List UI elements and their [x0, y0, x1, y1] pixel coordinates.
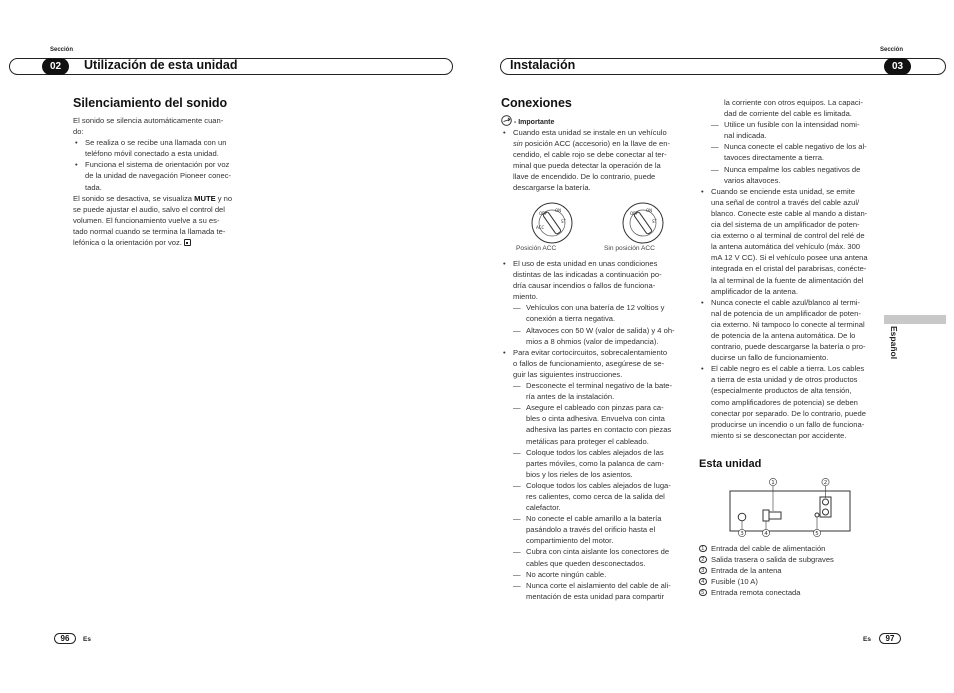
column-1-bottom [501, 258, 686, 602]
dash-mark: — [513, 569, 521, 579]
svg-text:ON: ON [555, 208, 562, 213]
section-number-left: 02 [42, 58, 69, 75]
intro-line: do: [73, 127, 84, 137]
dash-mark: — [513, 303, 521, 313]
dash-item-cont: bles o cinta adhesiva. Envuelva con cinta [526, 414, 665, 424]
page-number-right: 97 [879, 633, 901, 644]
left-body [73, 115, 258, 248]
bullet-item-cont: de potencia de la antena automática. De lo [711, 330, 856, 340]
dash-mark: — [513, 480, 521, 490]
section-label-right: Sección [880, 47, 904, 53]
lang-code-right: Es [863, 636, 871, 643]
section-label-left: Sección [50, 47, 74, 53]
dash-item-cont: compartimiento del motor. [526, 536, 614, 546]
dash-item: — Utilice un fusible con la intensidad nomi- [711, 120, 860, 130]
dash-mark: — [513, 325, 521, 335]
dash-mark: — [711, 142, 719, 152]
bullet-item-cont: (especialmente productos de alta tensión, [711, 386, 852, 396]
dash-item: — No conecte el cable amarillo a la batería [513, 514, 662, 524]
bullet-item-cont: tada. [85, 182, 102, 192]
legend-item: 3 Entrada de la antena [699, 565, 884, 576]
bullet-item-cont: cia externo o al terminal de control del relé de [711, 231, 865, 241]
svg-text:ST: ST [652, 219, 657, 224]
important-icon [501, 115, 512, 126]
bullet-item-cont: ducirse un fallo de funcionamiento. [711, 353, 829, 363]
legend-item: 5 Entrada remota conectada [699, 587, 884, 598]
lang-code-left: Es [83, 636, 91, 643]
dash-mark: — [513, 547, 521, 557]
svg-text:ON: ON [646, 208, 653, 213]
legend-item: 2 Salida trasera o salida de subgraves [699, 554, 884, 565]
dash-item: — Altavoces con 50 W (valor de salida) y 4 oh- [513, 325, 675, 335]
svg-text:ST: ST [561, 219, 566, 224]
diagram-callout-4: 4 [764, 531, 768, 537]
column-1-top [501, 127, 686, 194]
heading-esta-unidad: Esta unidad [699, 458, 762, 470]
dash-item: — Cubra con cinta aislante los conectores de [513, 547, 670, 557]
bullet-item-cont: sin posición ACC (accesorio) en la llave de en- [513, 139, 671, 149]
bullet-item-cont: contrario, puede descargarse la batería o pro- [711, 342, 866, 352]
dash-mark: — [513, 403, 521, 413]
language-tab [884, 315, 946, 324]
bullet-item: • Funciona el sistema de orientación por voz [73, 159, 258, 170]
dash-item: — Nunca conecte el cable negativo de los al- [711, 142, 867, 152]
bullet-item: • Cuando se enciende esta unidad, se emite [699, 186, 884, 197]
bullet-item-cont: minal que pueda detectar la operación de la [513, 161, 661, 171]
heading-conexiones: Conexiones [501, 96, 572, 110]
dash-mark: — [711, 120, 719, 130]
important-note: - Importante [501, 115, 554, 126]
ignition-acc-icon [530, 201, 574, 245]
dash-item: — Desconecte el terminal negativo de la bate- [513, 381, 673, 391]
svg-text:ACC: ACC [536, 225, 545, 230]
end-mark-icon [184, 239, 191, 246]
acc-caption: Posición ACC [516, 245, 557, 252]
bullet-item-cont: como amplificadores de potencia) se deben [711, 397, 858, 407]
dash-item: — No acorte ningún cable. [513, 569, 607, 579]
dash-item: — Nunca empalme los cables negativos de [711, 164, 861, 174]
bullet-item-cont: la antena automática del vehículo (máx. 300 [711, 242, 861, 252]
diagram-callout-2: 2 [823, 480, 828, 486]
dash-item-cont: bios y los rieles de los asientos. [526, 469, 633, 479]
bullet-item-cont: nal de potencia de un amplificador de poten- [711, 308, 861, 318]
bullet-item-cont: miento si se desconectan por accidente. [711, 430, 847, 440]
bullet-item: • El uso de esta unidad en unas condiciones [501, 258, 686, 269]
svg-text:OFF: OFF [539, 211, 547, 216]
dash-item-cont: ría antes de la instalación. [526, 392, 615, 402]
dash-item-cont: nal indicada. [724, 131, 767, 141]
bullet-item: • Se realiza o se recibe una llamada con un [73, 137, 258, 148]
bullet-item-cont: cia externo. Ni tampoco lo conecte al terminal [711, 319, 865, 329]
dash-item-cont: adhesiva las partes en contacto con piezas [526, 425, 672, 435]
dash-item-cont: mentación de esta unidad para compartir [526, 591, 665, 601]
unit-rear-diagram [725, 477, 855, 539]
dash-item-cont: la corriente con otros equipos. La capaci- [724, 98, 863, 107]
intro-line: El sonido se silencia automáticamente cuan- [73, 116, 224, 125]
diagram-callout-1: 1 [771, 480, 775, 486]
bullet-item: • Para evitar cortocircuitos, sobrecalentamiento [501, 347, 686, 358]
mute-paragraph: El sonido se desactiva, se visualiza MUTE y no [73, 193, 233, 203]
bullet-item: • Cuando esta unidad se instale en un vehículo [501, 127, 686, 138]
dash-item-cont: cables que queden desconectados. [526, 558, 646, 568]
ignition-no-acc-icon [621, 201, 665, 245]
no-acc-caption: Sin posición ACC [604, 245, 655, 252]
dash-item: — Vehículos con una batería de 12 voltios y [513, 303, 665, 313]
dash-item-cont: res calientes, como cerca de la salida del [526, 491, 665, 501]
dash-item-cont: partes móviles, como la palanca de cam- [526, 458, 665, 468]
heading-silenciamiento: Silenciamiento del sonido [73, 96, 228, 110]
page-number-left: 96 [54, 633, 76, 644]
bullet-item-cont: mA 12 V CC). Si el vehículo posee una antena [711, 253, 868, 263]
bullet-item-cont: blanco. Conecte este cable al mando a distan- [711, 208, 868, 218]
bullet-item-cont: descargarse la batería. [513, 183, 591, 193]
dash-item: — Coloque todos los cables alejados de las [513, 447, 664, 457]
section-title-left: Utilización de esta unidad [84, 58, 238, 72]
dash-item-cont: varios altavoces. [724, 175, 781, 185]
dash-item-cont: metálicas para proteger el cableado. [526, 436, 649, 446]
dash-mark: — [513, 580, 521, 590]
dash-mark: — [711, 164, 719, 174]
bullet-item-cont: distintas de las indicadas a continuación po- [513, 270, 662, 280]
dash-item: — Nunca corte el aislamiento del cable de ali- [513, 580, 671, 590]
dash-item-cont: calefactor. [526, 503, 561, 513]
bullet-item-cont: guir las siguientes instrucciones. [513, 369, 623, 379]
bullet-item: • Nunca conecte el cable azul/blanco al termi- [699, 297, 884, 308]
dash-item-cont: pasándolo a través del orificio hasta el [526, 525, 656, 535]
bullet-item-cont: llave de encendido. De lo contrario, puede [513, 172, 656, 182]
language-label: Español [889, 326, 899, 360]
unit-legend [699, 543, 884, 598]
column-2 [699, 97, 884, 441]
mute-keyword: MUTE [194, 193, 216, 203]
dash-item-cont: conexión a tierra negativa. [526, 314, 616, 324]
bullet-item-cont: producirse un incendio o un fallo de funciona- [711, 419, 865, 429]
dash-item: — Coloque todos los cables alejados de luga- [513, 480, 671, 490]
section-title-right: Instalación [510, 58, 576, 72]
paragraph-line: tado normal cuando se termina la llamada te- [73, 226, 226, 236]
dash-mark: — [513, 514, 521, 524]
bullet-item: • El cable negro es el cable a tierra. Los cables [699, 363, 884, 374]
bullet-item-cont: o fallos de funcionamiento, asegúrese de se- [513, 358, 665, 368]
bullet-item-cont: cia del sistema de un amplificador de poten- [711, 220, 860, 230]
important-label: Importante [518, 119, 555, 126]
bullet-item-cont: integrada en el cristal del parabrisas, conécte- [711, 264, 867, 274]
bullet-item-cont: conectar por separado. De lo contrario, puede [711, 408, 866, 418]
diagram-callout-5: 5 [815, 531, 819, 537]
bullet-item-cont: amplificador de la antena. [711, 286, 798, 296]
dash-item-cont: mios a 8 ohmios (valor de impedancia). [526, 336, 659, 346]
dash-item-cont: dad de corriente del cable es limitada. [724, 109, 852, 119]
bullet-item-cont: dría causar incendios o fallos de funciona- [513, 281, 656, 291]
bullet-item-cont: la al terminal de la fuente de alimentación del [711, 275, 864, 285]
bullet-item-cont: de la unidad de navegación Pioneer conec- [85, 171, 232, 181]
bullet-item-cont: a tierra de esta unidad y de otros productos [711, 375, 858, 385]
legend-item: 1 Entrada del cable de alimentación [699, 543, 884, 554]
dash-mark: — [513, 381, 521, 391]
dash-item-cont: tavoces directamente a tierra. [724, 153, 825, 163]
bullet-item-cont: teléfono móvil conectado a esta unidad. [85, 149, 219, 159]
bullet-item-cont: cendido, el cable rojo se debe conectar al ter- [513, 150, 667, 160]
dash-item: — Asegure el cableado con pinzas para ca- [513, 403, 664, 413]
paragraph-line: se puede ajustar el audio, salvo el control del [73, 204, 225, 214]
svg-text:OFF: OFF [630, 211, 638, 216]
section-number-right: 03 [884, 58, 911, 75]
diagram-callout-3: 3 [740, 531, 744, 537]
dash-mark: — [513, 447, 521, 457]
paragraph-line-last: lefónica o la orientación por voz. [73, 237, 258, 248]
legend-item: 4 Fusible (10 A) [699, 576, 884, 587]
paragraph-line: volumen. El funcionamiento vuelve a su es- [73, 215, 220, 225]
bullet-item-cont: miento. [513, 292, 538, 302]
emphasis: sin [513, 139, 523, 149]
bullet-item-cont: una señal de control a través del cable azul/ [711, 197, 860, 207]
